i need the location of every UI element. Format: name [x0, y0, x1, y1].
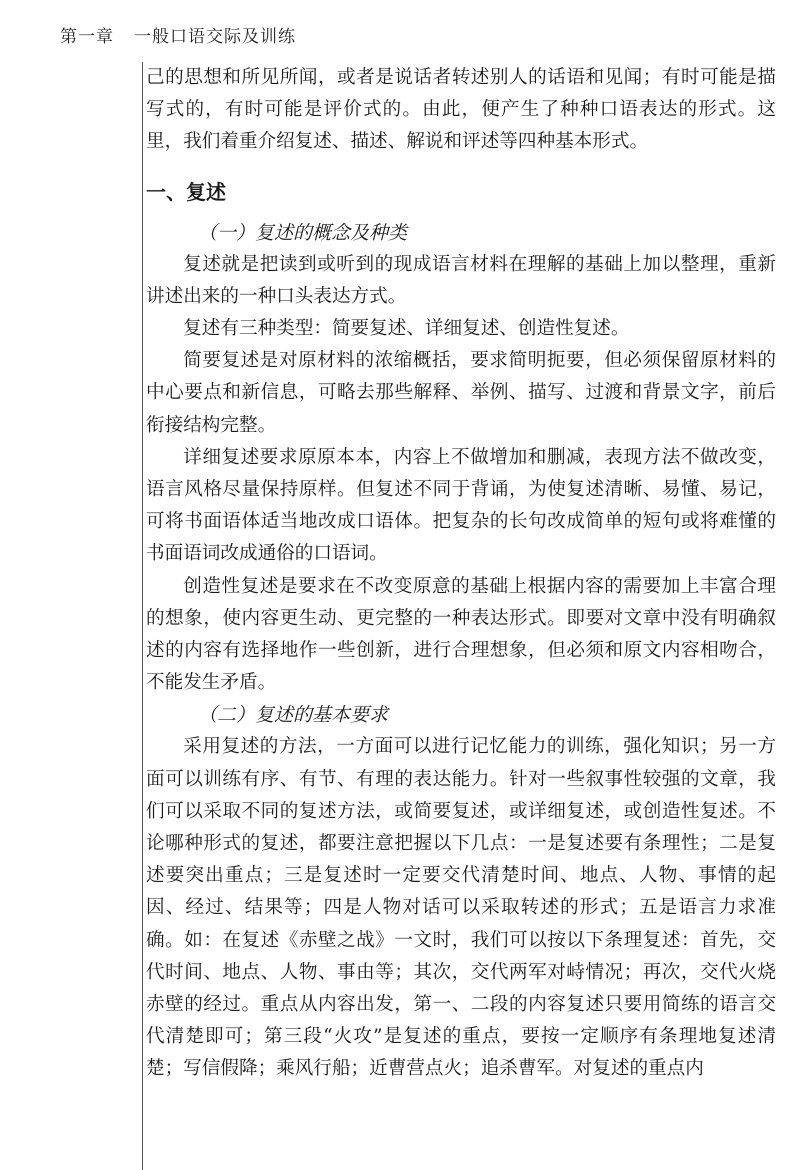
- paragraph: 创造性复述是要求在不改变原意的基础上根据内容的需要加上丰富合理的想象，使内容更生动、更完整的一种表达形式。即要对文章中没有明确叙述的内容有选择地作一些创新，进行合理想象，但必须和原文内容相吻合，不能发生矛盾。: [146, 575, 776, 694]
- subsection-heading-concept: （一）复述的概念及种类: [198, 221, 408, 244]
- intro-paragraph: 己的思想和所见所闻，或者是说话者转述别人的话语和见闻；有时可能是描写式的，有时可能是评价式的。由此，便产生了种种口语表达的形式。这里，我们着重介绍复述、描述、解说和评述等四种基本形式。: [146, 67, 776, 153]
- paragraph: 复述就是把读到或听到的现成语言材料在理解的基础上加以整理，重新讲述出来的一种口头表达方式。: [146, 253, 776, 307]
- running-header: [60, 22, 296, 47]
- paragraph: 采用复述的方法，一方面可以进行记忆能力的训练，强化知识；另一方面可以训练有序、有节、有理的表达能力。针对一些叙事性较强的文章，我们可以采取不同的复述方法，或简要复述，或详细复述，或创造性复述。不论哪种形式的复述，都要注意把握以下几点：一是复述要有条理性；二是复述要突出重点；三是复述时一定要交代清楚时间、地点、人物、事情的起因、经过、结果等；四是人物对话可以采取转述的形式；五是语言力求准确。如：在复述《赤壁之战》一文时，我们可以按以下条理复述：首先，交代时间、地点、人物、事由等；其次，交代两军对峙情况；再次，交代火烧赤壁的经过。重点从内容出发，第一、二段的内容复述只要用简练的语言交代清楚即可；第三段“火攻”是复述的重点，要按一定顺序有条理地复述清楚；写信假降；乘风行船；近曹营点火；追杀曹军。对复述的重点内: [146, 736, 776, 1080]
- paragraph: 简要复述是对原材料的浓缩概括，要求简明扼要，但必须保留原材料的中心要点和新信息，可略去那些解释、举例、描写、过渡和背景文字，前后衔接结构完整。: [146, 350, 776, 436]
- paragraph: 复述有三种类型：简要复述、详细复述、创造性复述。: [183, 318, 630, 340]
- section-heading: 一、复述: [146, 179, 226, 204]
- margin-rule: [142, 62, 143, 1170]
- subsection-heading-requirements: （二）复述的基本要求: [198, 704, 389, 727]
- chapter-title: 一般口语交际及训练: [134, 27, 296, 47]
- page-body: [146, 62, 776, 1086]
- chapter-number: 第一章: [60, 27, 114, 47]
- paragraph: 详细复述要求原原本本，内容上不做增加和删减，表现方法不做改变，语言风格尽量保持原样。但复述不同于背诵，为使复述清晰、易懂、易记，可将书面语体适当地改成口语体。把复杂的长句改成简单的短句或将难懂的书面语词改成通俗的口语词。: [146, 446, 776, 565]
